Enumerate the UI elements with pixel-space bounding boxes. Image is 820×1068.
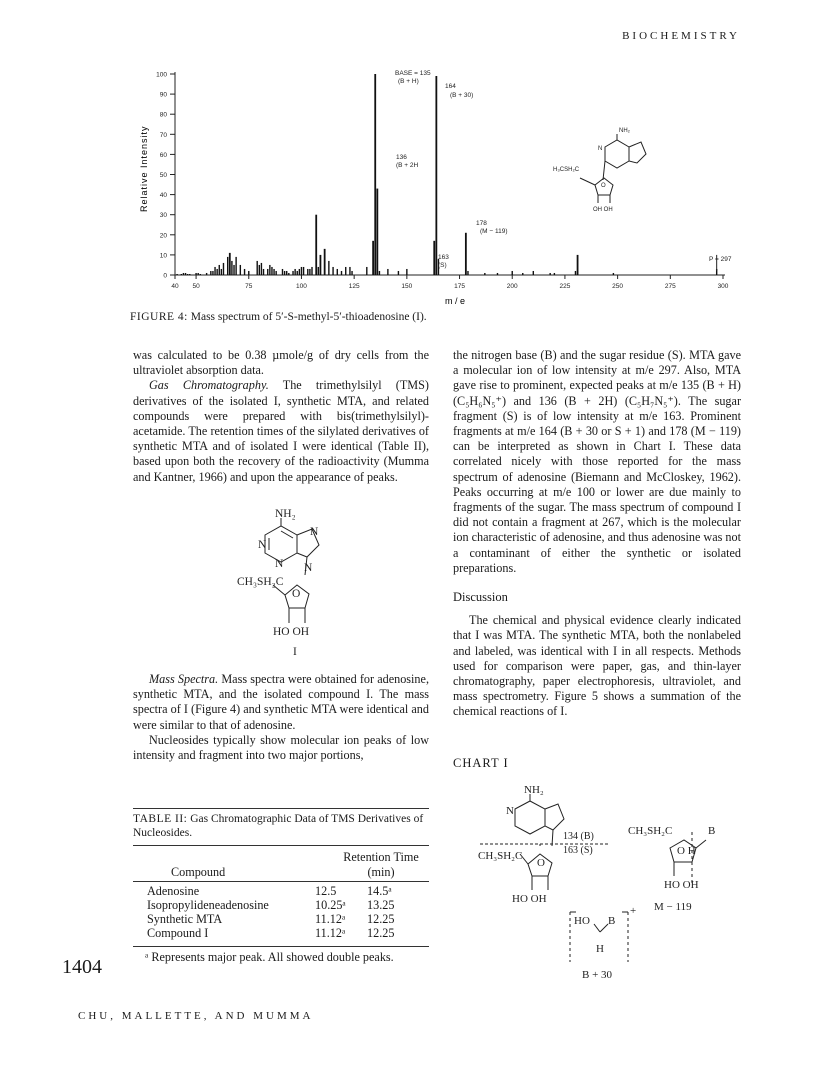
chart1-title: CHART I: [453, 756, 509, 770]
table2-caption: TABLE II: Gas Chromatographic Data of TMS Derivatives of Nucleosides.: [133, 813, 424, 839]
spectrum-peak: [328, 261, 329, 275]
spectrum-peak: [374, 74, 376, 275]
spectrum-peak: [292, 271, 293, 275]
spectrum-peak: [275, 271, 276, 275]
c1-nh2: NH₂: [524, 784, 544, 796]
spectrum-peak: [233, 265, 234, 275]
table2-body: [147, 884, 429, 940]
label-164: 164: [445, 83, 456, 90]
y-tick-label: 20: [159, 232, 167, 240]
spectrum-peak: [309, 269, 310, 275]
table-row: [147, 884, 429, 898]
figure4-caption: FIGURE 4: Mass spectrum of 5′-S-methyl-5′-thioadenosine (I).: [130, 311, 427, 323]
spectrum-peak: [248, 271, 249, 275]
x-tick-label: 275: [664, 283, 676, 290]
spectrum-peak: [299, 269, 300, 275]
y-tick-label: 90: [159, 91, 167, 99]
spectrum-peak: [351, 271, 352, 275]
y-tick-label: 60: [159, 151, 167, 159]
spectrum-peak: [398, 271, 399, 275]
c1-ch3sch2: CH₃SH₂C: [478, 850, 523, 862]
spectrum-peak: [337, 269, 338, 275]
spectrum-peak: [181, 274, 182, 275]
label-178: 178: [476, 220, 487, 227]
x-tick-label: 250: [612, 283, 624, 290]
spectrum-peak: [554, 273, 555, 275]
spectrum-peak: [227, 257, 228, 275]
spectrum-peak: [372, 241, 374, 275]
spectrum-peak: [288, 273, 289, 275]
spectrum-peak: [214, 267, 215, 275]
spectrum-peak: [341, 271, 342, 275]
spectrum-peak: [257, 261, 258, 275]
spectrum-structure-inset: [580, 134, 646, 203]
table-row: [147, 912, 429, 926]
left-column: [133, 348, 429, 485]
b30-b: B: [608, 915, 616, 927]
spectrum-peak: [261, 263, 262, 275]
spectrum-peak: [286, 271, 287, 275]
y-tick-label: 100: [156, 71, 167, 79]
spectrum-peak: [185, 273, 186, 275]
spectrum-peak: [307, 269, 308, 275]
inset-o: O: [601, 183, 606, 189]
spectrum-peak: [484, 273, 485, 275]
I-n1: N: [258, 539, 267, 551]
spectrum-peak: [297, 271, 298, 275]
spectrum-peak: [522, 273, 523, 275]
y-tick-label: 80: [159, 111, 167, 119]
inset-ch3sch2: H₃CSH₂C: [553, 167, 580, 173]
table-cell: Synthetic MTA: [147, 912, 223, 926]
spectrum-peak: [533, 271, 534, 275]
table-cell: 14.5ᵃ: [367, 884, 392, 898]
I-nh2: NH₂: [275, 508, 296, 520]
spectrum-peak: [406, 269, 407, 275]
I-n4: N: [304, 562, 313, 574]
table-cell: Compound I: [147, 926, 209, 940]
y-tick-label: 0: [163, 272, 167, 280]
b30-label: B + 30: [582, 969, 613, 981]
spectrum-peak: [294, 269, 295, 275]
table-cell: Isopropylideneadenosine: [147, 898, 269, 912]
spectrum-peak: [349, 267, 350, 275]
spectrum-peak: [263, 269, 264, 275]
spectrum-peak: [301, 267, 302, 275]
spectrum-peak: [332, 267, 333, 275]
spectrum-peak: [269, 265, 270, 275]
table-row: [147, 898, 429, 912]
spectrum-peak: [187, 274, 188, 275]
label-base-sub: (B + H): [398, 78, 419, 85]
para-mass-spectra: Mass Spectra. Mass spectra were obtained for adenosine, synthetic MTA, and the isolated compound I. The mass spectra of I (Figure 4) and synthetic MTA were identical and were similar to that of adenosine.: [133, 672, 429, 732]
x-tick-label: 225: [559, 283, 571, 290]
spectrum-peak: [613, 273, 614, 275]
table2-footnote: ᵃ Represents major peak. All showed double peaks.: [145, 950, 394, 964]
label-136: 136: [396, 154, 407, 161]
x-tick-label: 200: [506, 283, 518, 290]
table-cell: 12.5: [315, 884, 337, 898]
x-tick-label: 175: [454, 283, 465, 290]
c1-frag2: 163 (S): [563, 845, 593, 856]
x-tick-label: 300: [717, 283, 729, 290]
label-163: 163: [438, 254, 449, 261]
inset-n: N: [598, 146, 603, 152]
discussion-heading: Discussion: [453, 590, 508, 605]
spectrum-peak: [216, 269, 217, 275]
spectrum-peak: [210, 271, 211, 275]
spectrum-peak: [433, 241, 435, 275]
spectrum-peak: [387, 269, 388, 275]
spectrum-peak: [376, 189, 378, 275]
spectrum-peak: [315, 215, 317, 275]
x-tick-label: 50: [192, 283, 200, 290]
spectrum-peak: [183, 273, 184, 275]
spectrum-peak: [282, 269, 283, 275]
table-cell: 13.25: [367, 898, 395, 912]
authors: CHU, MALLETTE, AND MUMMA: [78, 1010, 314, 1022]
c1-n: N: [506, 805, 514, 817]
m-ch3sch2: CH₃SH₂C: [628, 825, 673, 837]
spectrum-peak: [549, 273, 550, 275]
spectrum-peak: [200, 274, 201, 275]
c1-frag1: 134 (B): [563, 831, 594, 842]
x-axis-label: m / e: [445, 296, 466, 306]
spectrum-peak: [235, 257, 236, 275]
left-column-ms: [133, 672, 429, 763]
b30-h: H: [596, 943, 604, 955]
table-row: [147, 926, 429, 940]
journal-name: BIOCHEMISTRY: [622, 30, 740, 42]
y-tick-label: 10: [159, 252, 167, 260]
x-tick-label: 75: [245, 283, 253, 290]
inset-ohoh: OH OH: [593, 207, 613, 213]
spectrum-peak: [195, 273, 196, 275]
spectrum-peak: [231, 261, 232, 275]
table-cell: 12.25: [367, 926, 395, 940]
m-b: B: [708, 825, 716, 837]
y-axis-label: Relative Intensity: [139, 125, 149, 212]
I-n2: N: [310, 526, 319, 538]
inset-nh2: NH₂: [619, 128, 630, 134]
spectrum-peak: [240, 265, 241, 275]
spectrum-peak: [212, 271, 213, 275]
m-hooh: HO OH: [664, 879, 699, 891]
spectrum-peak: [206, 273, 207, 275]
para-absorption: was calculated to be 0.38 µmole/g of dry cells from the ultraviolet absorption data.: [133, 348, 429, 378]
spectrum-peak: [229, 253, 231, 275]
I-hooh: HO OH: [273, 626, 310, 638]
spectrum-peak: [512, 271, 513, 275]
structure-I: [225, 505, 365, 665]
y-tick-label: 30: [159, 212, 167, 220]
I-n3: N: [275, 558, 284, 570]
spectrum-peak: [435, 76, 437, 275]
spectrum-peak: [497, 273, 498, 275]
spectrum-peak: [575, 271, 576, 275]
x-tick-label: 150: [401, 283, 413, 290]
table-cell: 11.12ᵃ: [315, 912, 346, 926]
y-tick-label: 40: [159, 192, 167, 200]
I-o: O: [292, 588, 301, 600]
para-fragments: the nitrogen base (B) and the sugar residue (S). MTA gave a molecular ion of low intensity at m/e 297. Also, MTA gave rise to prominent, expected peaks at m/e 135 (B + H) (C₅H₆N₅⁺) and 136 (B + 2H) (C₅H₇N₅⁺). The sugar fragment (S) is of low intensity at m/e 163. Prominent fragments at m/e 164 (B + 30 or S + 1) and 178 (M − 119) can be interpreted as shown in Chart I. These data correlated nicely with those reported for the mass spectrum of adenosine (Biemann and McCloskey, 1962). Peaks occurring at m/e 100 or lower are due mainly to fragments of the sugar. The mass spectrum of compound I did not contain a fragment at 267, which is the molecular ion characteristic of adenosine, and thus adenosine was not a contaminant of either the synthetic or isolated preparations.: [453, 348, 742, 575]
c1-hooh: HO OH: [512, 893, 547, 905]
spectrum-peak: [303, 267, 304, 275]
spectrum-peak: [259, 265, 260, 275]
spectrum-peak: [271, 267, 272, 275]
page-number: 1404: [62, 956, 102, 978]
spectrum-peak: [197, 273, 198, 275]
para-nucleosides: Nucleosides typically show molecular ion peaks of low intensity and fragment into two major portions,: [133, 732, 429, 763]
spectrum-peak: [366, 267, 367, 275]
spectrum-peak: [465, 233, 467, 275]
spectrum-peak: [223, 263, 224, 275]
spectrum-peak: [345, 267, 346, 275]
b30-ho: HO: [574, 915, 590, 927]
table-cell: 12.25: [367, 912, 395, 926]
spectrum-peak: [379, 271, 380, 275]
c1-o: O: [537, 857, 545, 869]
label-297: P = 297: [709, 256, 732, 263]
spectrum-peak: [284, 271, 285, 275]
label-base: BASE = 135: [395, 70, 431, 77]
spectrum-peak: [577, 255, 579, 275]
y-tick-label: 50: [159, 172, 167, 179]
label-178-sub: (M − 119): [480, 228, 508, 235]
x-tick-label: 40: [171, 283, 179, 290]
spectrum-peak: [219, 265, 220, 275]
spectrum-peak: [320, 255, 322, 275]
spectrum-peak: [318, 267, 319, 275]
spectrum-peak: [273, 269, 274, 275]
m-oh: O H: [677, 845, 696, 857]
label-164-sub: (B + 30): [450, 92, 474, 99]
chart1-diagram: [470, 784, 750, 984]
label-136-sub: (B + 2H: [396, 162, 419, 169]
x-tick-label: 100: [296, 283, 307, 290]
m-label: M − 119: [654, 901, 692, 913]
spectrum-peak: [467, 271, 468, 275]
spectrum-peak: [311, 267, 312, 275]
spectrum-peak: [176, 274, 177, 275]
para-gc: Gas Chromatography. The trimethylsilyl (TMS) derivatives of the isolated I, synthetic MTA, and related compounds were prepared with bis(trimethylsilyl)-acetamide. The retention times of the silylated derivatives of synthetic MTA and of isolated I were identical (Table II), based upon both the recovery of the radioactivity (Mumma and Kantner, 1966) and upon the appearance of peaks.: [133, 378, 429, 484]
I-ch3sch2: CH₃SH₂C: [237, 576, 284, 588]
spectrum-peak: [189, 274, 190, 275]
mass-spectrum-chart: [125, 62, 745, 307]
spectrum-peak: [244, 269, 245, 275]
y-tick-label: 70: [159, 131, 167, 139]
table-cell: 11.12ᵃ: [315, 926, 346, 940]
label-163-sub: (S): [438, 262, 447, 269]
para-discussion: The chemical and physical evidence clearly indicated that I was MTA. The synthetic MTA, both the nonlabeled and labeled, was identical with I in all respects. Methods used for comparison were paper, gas, and thin-layer chromatography, paper electrophoresis, ultraviolet, and mass spectrometry. Figure 5 shows a summation of the chemical reactions of I.: [453, 613, 741, 719]
table-cell: Adenosine: [147, 884, 200, 898]
I-label: I: [293, 646, 297, 658]
spectrum-peak: [324, 249, 326, 275]
spectrum-peak: [221, 269, 222, 275]
table-cell: 10.25ᵃ: [315, 898, 346, 912]
right-column: [453, 348, 741, 720]
b30-plus: +: [630, 905, 637, 917]
spectrum-peak: [267, 269, 268, 275]
x-tick-label: 125: [348, 283, 360, 290]
